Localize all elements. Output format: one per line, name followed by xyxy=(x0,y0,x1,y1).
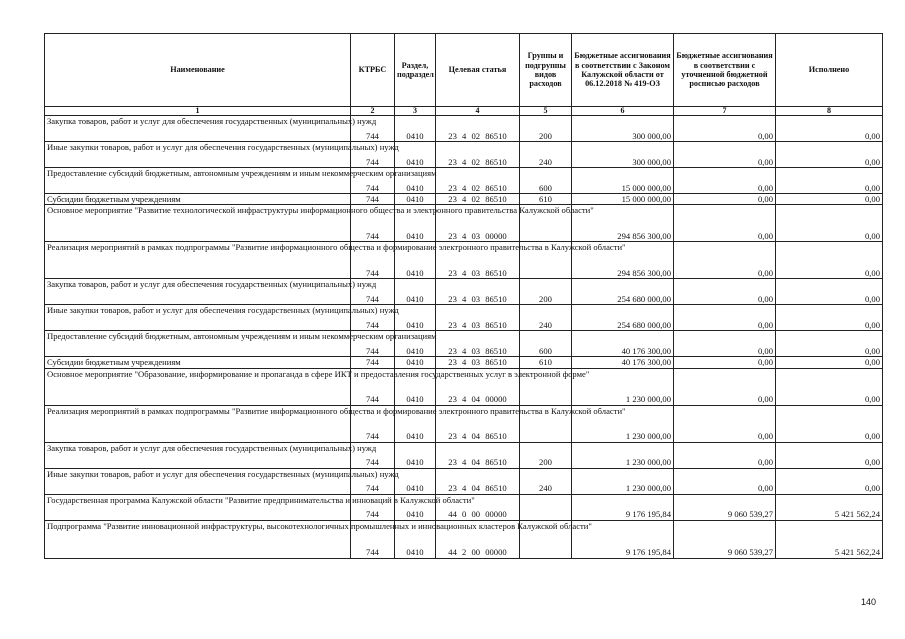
header-refined: Бюджетные ассигнования в соответствии с уточненной бюджетной росписью расходов xyxy=(674,34,776,107)
row-refined-amount: 9 060 539,27 xyxy=(674,494,776,520)
row-section: 0410 xyxy=(395,405,436,442)
table-row xyxy=(45,331,883,357)
row-ktrbs: 744 xyxy=(351,520,395,558)
header-name: Наименование xyxy=(45,34,351,107)
row-executed-amount: 0,00 xyxy=(776,116,883,142)
row-article: 23 4 03 86510 xyxy=(436,242,520,279)
row-ktrbs: 744 xyxy=(351,142,395,168)
row-article: 23 4 04 86510 xyxy=(436,442,520,468)
row-ktrbs: 744 xyxy=(351,331,395,357)
row-law-amount: 40 176 300,00 xyxy=(572,357,674,368)
row-law-amount: 9 176 195,84 xyxy=(572,520,674,558)
row-section: 0410 xyxy=(395,116,436,142)
row-group: 240 xyxy=(520,142,572,168)
row-law-amount: 1 230 000,00 xyxy=(572,405,674,442)
row-article: 23 4 03 86510 xyxy=(436,279,520,305)
row-refined-amount: 0,00 xyxy=(674,142,776,168)
page-number: 140 xyxy=(861,597,877,607)
row-law-amount: 9 176 195,84 xyxy=(572,494,674,520)
row-name: Закупка товаров, работ и услуг для обеспечения государственных (муниципальных) нужд xyxy=(45,279,351,305)
row-section: 0410 xyxy=(395,242,436,279)
row-refined-amount: 0,00 xyxy=(674,279,776,305)
header-ktrbs: КТРБС xyxy=(351,34,395,107)
row-article: 23 4 04 86510 xyxy=(436,468,520,494)
row-name: Субсидии бюджетным учреждениям xyxy=(45,194,351,205)
row-refined-amount: 0,00 xyxy=(674,442,776,468)
row-ktrbs: 744 xyxy=(351,279,395,305)
row-ktrbs: 744 xyxy=(351,168,395,194)
header-article: Целевая статья xyxy=(436,34,520,107)
row-law-amount: 15 000 000,00 xyxy=(572,194,674,205)
row-name: Основное мероприятие "Образование, информирование и пропаганда в сфере ИКТ и предоставления государственных услуг в электронной форме" xyxy=(45,368,351,405)
row-name: Предоставление субсидий бюджетным, автономным учреждениям и иным некоммерческим организациям xyxy=(45,331,351,357)
row-executed-amount: 0,00 xyxy=(776,368,883,405)
table-row xyxy=(45,368,883,405)
row-article: 23 4 02 86510 xyxy=(436,194,520,205)
row-ktrbs: 744 xyxy=(351,116,395,142)
table-row xyxy=(45,168,883,194)
row-ktrbs: 744 xyxy=(351,442,395,468)
row-law-amount: 294 856 300,00 xyxy=(572,205,674,242)
row-name: Предоставление субсидий бюджетным, автономным учреждениям и иным некоммерческим организациям xyxy=(45,168,351,194)
row-group: 240 xyxy=(520,305,572,331)
row-article: 23 4 04 00000 xyxy=(436,368,520,405)
row-law-amount: 40 176 300,00 xyxy=(572,331,674,357)
row-section: 0410 xyxy=(395,494,436,520)
column-number: 5 xyxy=(520,107,572,116)
table-row xyxy=(45,468,883,494)
table-row xyxy=(45,142,883,168)
row-law-amount: 300 000,00 xyxy=(572,142,674,168)
row-section: 0410 xyxy=(395,442,436,468)
table-row xyxy=(45,357,883,368)
row-law-amount: 15 000 000,00 xyxy=(572,168,674,194)
row-ktrbs: 744 xyxy=(351,194,395,205)
row-refined-amount: 0,00 xyxy=(674,194,776,205)
row-ktrbs: 744 xyxy=(351,242,395,279)
row-refined-amount: 0,00 xyxy=(674,405,776,442)
row-law-amount: 1 230 000,00 xyxy=(572,368,674,405)
column-number: 7 xyxy=(674,107,776,116)
row-law-amount: 1 230 000,00 xyxy=(572,442,674,468)
row-name: Государственная программа Калужской области "Развитие предпринимательства и инноваций в Калужской области" xyxy=(45,494,351,520)
row-section: 0410 xyxy=(395,305,436,331)
table-row xyxy=(45,242,883,279)
row-section: 0410 xyxy=(395,168,436,194)
row-law-amount: 254 680 000,00 xyxy=(572,305,674,331)
row-law-amount: 1 230 000,00 xyxy=(572,468,674,494)
row-group: 600 xyxy=(520,331,572,357)
row-name: Субсидии бюджетным учреждениям xyxy=(45,357,351,368)
row-group: 610 xyxy=(520,194,572,205)
row-refined-amount: 0,00 xyxy=(674,168,776,194)
header-groups: Группы и подгруппы видов расходов xyxy=(520,34,572,107)
row-refined-amount: 0,00 xyxy=(674,205,776,242)
row-article: 23 4 02 86510 xyxy=(436,168,520,194)
row-group: 200 xyxy=(520,442,572,468)
header-law: Бюджетные ассигнования в соответствии с Законом Калужской области от 06.12.2018 № 419-ОЗ xyxy=(572,34,674,107)
row-refined-amount: 0,00 xyxy=(674,357,776,368)
row-refined-amount: 0,00 xyxy=(674,305,776,331)
row-article: 23 4 03 00000 xyxy=(436,205,520,242)
row-name: Иные закупки товаров, работ и услуг для обеспечения государственных (муниципальных) нужд xyxy=(45,468,351,494)
row-section: 0410 xyxy=(395,194,436,205)
row-executed-amount: 0,00 xyxy=(776,442,883,468)
row-executed-amount: 0,00 xyxy=(776,357,883,368)
row-section: 0410 xyxy=(395,357,436,368)
row-name: Основное мероприятие "Развитие технологической инфраструктуры информационного общества и электронного правительства Калужской области" xyxy=(45,205,351,242)
row-ktrbs: 744 xyxy=(351,368,395,405)
row-executed-amount: 5 421 562,24 xyxy=(776,520,883,558)
row-group: 200 xyxy=(520,279,572,305)
row-executed-amount: 0,00 xyxy=(776,331,883,357)
row-executed-amount: 0,00 xyxy=(776,305,883,331)
row-refined-amount: 0,00 xyxy=(674,116,776,142)
row-name: Иные закупки товаров, работ и услуг для обеспечения государственных (муниципальных) нужд xyxy=(45,142,351,168)
row-executed-amount: 0,00 xyxy=(776,168,883,194)
column-number: 6 xyxy=(572,107,674,116)
row-executed-amount: 0,00 xyxy=(776,279,883,305)
row-ktrbs: 744 xyxy=(351,205,395,242)
table-body xyxy=(45,116,883,559)
row-article: 23 4 02 86510 xyxy=(436,116,520,142)
row-executed-amount: 0,00 xyxy=(776,142,883,168)
row-section: 0410 xyxy=(395,205,436,242)
table-row xyxy=(45,116,883,142)
table-row xyxy=(45,279,883,305)
header-row xyxy=(45,34,883,107)
column-number: 1 xyxy=(45,107,351,116)
row-ktrbs: 744 xyxy=(351,357,395,368)
table-row xyxy=(45,442,883,468)
row-article: 44 2 00 00000 xyxy=(436,520,520,558)
row-ktrbs: 744 xyxy=(351,305,395,331)
row-group: 610 xyxy=(520,357,572,368)
table-row xyxy=(45,520,883,558)
row-article: 23 4 04 86510 xyxy=(436,405,520,442)
row-law-amount: 254 680 000,00 xyxy=(572,279,674,305)
table-row xyxy=(45,205,883,242)
row-name: Закупка товаров, работ и услуг для обеспечения государственных (муниципальных) нужд xyxy=(45,116,351,142)
row-group: 240 xyxy=(520,468,572,494)
row-section: 0410 xyxy=(395,520,436,558)
row-executed-amount: 0,00 xyxy=(776,194,883,205)
row-section: 0410 xyxy=(395,331,436,357)
row-name: Подпрограмма "Развитие инновационной инфраструктуры, высокотехнологичных промышленных и инновационных кластеров Калужской области" xyxy=(45,520,351,558)
row-section: 0410 xyxy=(395,279,436,305)
row-name: Реализация мероприятий в рамках подпрограммы "Развитие информационного общества и формирование электронного правительства в Калужской области" xyxy=(45,242,351,279)
column-number: 4 xyxy=(436,107,520,116)
row-law-amount: 300 000,00 xyxy=(572,116,674,142)
row-ktrbs: 744 xyxy=(351,405,395,442)
row-section: 0410 xyxy=(395,468,436,494)
row-name: Закупка товаров, работ и услуг для обеспечения государственных (муниципальных) нужд xyxy=(45,442,351,468)
table-row xyxy=(45,194,883,205)
row-ktrbs: 744 xyxy=(351,494,395,520)
table-row xyxy=(45,305,883,331)
row-group: 600 xyxy=(520,168,572,194)
row-refined-amount: 0,00 xyxy=(674,331,776,357)
row-article: 23 4 03 86510 xyxy=(436,305,520,331)
row-law-amount: 294 856 300,00 xyxy=(572,242,674,279)
column-number: 2 xyxy=(351,107,395,116)
header-section: Раздел, подраздел xyxy=(395,34,436,107)
column-number-row xyxy=(45,107,883,116)
row-article: 23 4 03 86510 xyxy=(436,331,520,357)
row-refined-amount: 9 060 539,27 xyxy=(674,520,776,558)
row-executed-amount: 0,00 xyxy=(776,205,883,242)
column-number: 8 xyxy=(776,107,883,116)
row-executed-amount: 0,00 xyxy=(776,242,883,279)
column-number: 3 xyxy=(395,107,436,116)
table-row xyxy=(45,494,883,520)
row-refined-amount: 0,00 xyxy=(674,368,776,405)
row-executed-amount: 0,00 xyxy=(776,468,883,494)
row-group: 200 xyxy=(520,116,572,142)
row-article: 23 4 03 86510 xyxy=(436,357,520,368)
row-executed-amount: 0,00 xyxy=(776,405,883,442)
row-refined-amount: 0,00 xyxy=(674,242,776,279)
row-ktrbs: 744 xyxy=(351,468,395,494)
row-executed-amount: 5 421 562,24 xyxy=(776,494,883,520)
row-name: Иные закупки товаров, работ и услуг для обеспечения государственных (муниципальных) нужд xyxy=(45,305,351,331)
row-section: 0410 xyxy=(395,368,436,405)
row-article: 23 4 02 86510 xyxy=(436,142,520,168)
header-executed: Исполнено xyxy=(776,34,883,107)
table-row xyxy=(45,405,883,442)
row-article: 44 0 00 00000 xyxy=(436,494,520,520)
row-name: Реализация мероприятий в рамках подпрограммы "Развитие информационного общества и формирование электронного правительства в Калужской области" xyxy=(45,405,351,442)
row-group xyxy=(520,494,572,520)
budget-table xyxy=(44,33,883,559)
row-section: 0410 xyxy=(395,142,436,168)
row-refined-amount: 0,00 xyxy=(674,468,776,494)
